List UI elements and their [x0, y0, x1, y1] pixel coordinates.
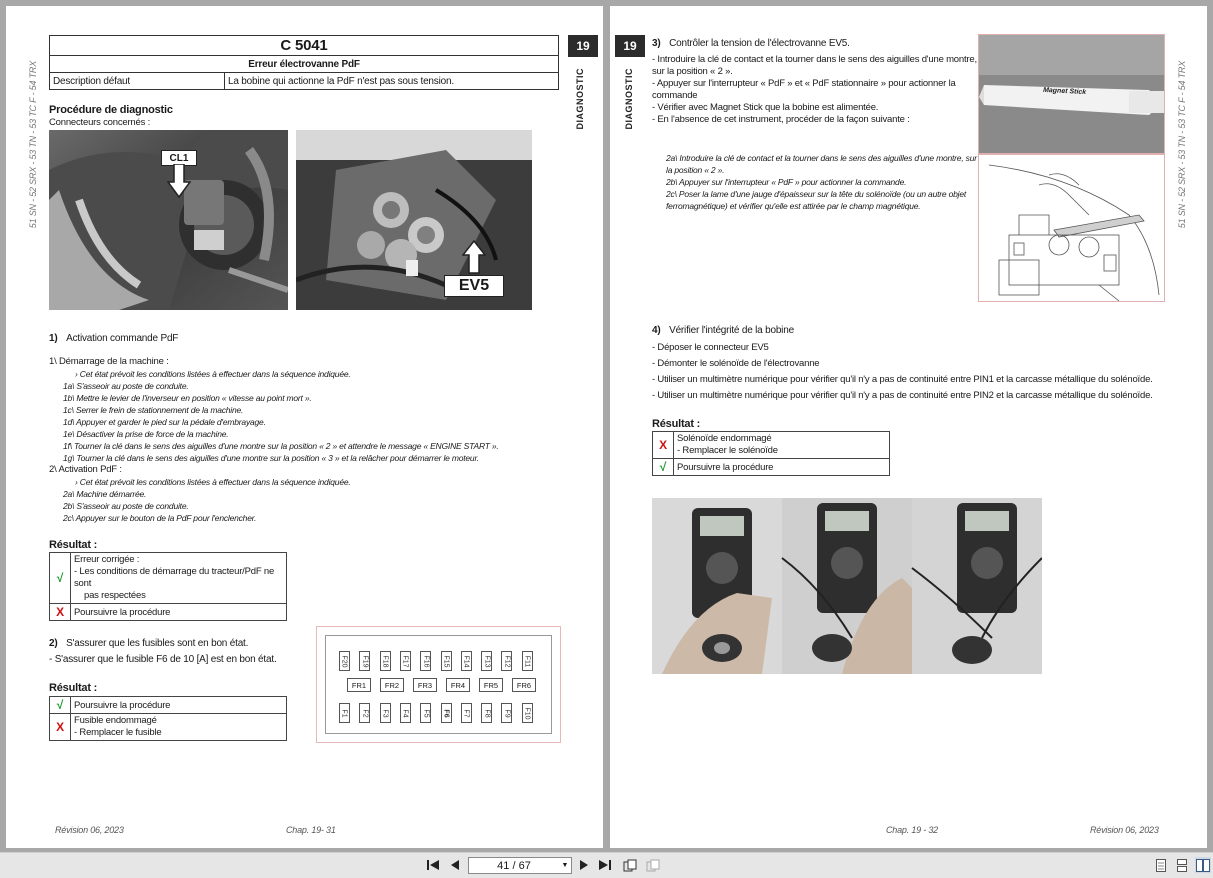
- fuse-label: F10: [523, 706, 531, 720]
- chapter-label: DIAGNOSTIC: [624, 68, 634, 130]
- step3-sub-line: 2b\ Appuyer sur l'interrupteur « PdF » pour actionner la commande.: [666, 177, 907, 187]
- step3-heading: [652, 38, 850, 49]
- result2-row2: [71, 714, 287, 741]
- step4-line: - Démonter le solénoïde de l'électrovanne: [652, 358, 820, 369]
- connector-cl1-photo: [49, 130, 288, 310]
- fuse-label: F4: [401, 708, 409, 718]
- magnet-stick-label: Magnet Stick: [1042, 86, 1087, 97]
- step1-line: 1\ Démarrage de la machine :: [49, 356, 169, 367]
- fuse-label: F15: [442, 654, 450, 668]
- result-title: Résultat :: [652, 418, 701, 430]
- step2-line: - S'assurer que le fusible F6 de 10 [A] est en bon état.: [49, 654, 277, 665]
- check-icon: √: [50, 553, 71, 604]
- fuse-label: F19: [361, 654, 369, 668]
- step3-line: - Vérifier avec Magnet Stick que la bobine est alimentée.: [652, 102, 879, 113]
- result1-table: [49, 552, 287, 621]
- go-forward-view-button[interactable]: [645, 857, 661, 873]
- result2-row2-line: Fusible endommagé: [74, 715, 157, 726]
- step4-title: Vérifier l'intégrité de la bobine: [669, 325, 794, 336]
- connectors-label: Connecteurs concernés :: [49, 117, 151, 128]
- fuse-f16: [420, 651, 431, 671]
- fuse-f15: [441, 651, 452, 671]
- step3-title: Contrôler la tension de l'électrovanne EV5.: [669, 38, 850, 49]
- error-code: C 5041: [50, 36, 559, 56]
- continuous-view-button[interactable]: [1175, 857, 1189, 873]
- footer-chapter-page: Chap. 19 - 32: [886, 825, 938, 835]
- fuse-label: F5: [422, 708, 430, 718]
- step3-sub-line: 2a\ Introduire la clé de contact et la tourner dans le sens des aiguilles d'une montre, sur: [666, 153, 977, 163]
- step1-heading: [49, 333, 178, 344]
- fuse-f20: [339, 651, 350, 671]
- result1-row1-line: - Les conditions de démarrage du tracteur/PdF ne sont: [74, 566, 275, 589]
- go-forward-view-icon: [646, 859, 660, 872]
- relay-fr5: FR5: [479, 678, 503, 692]
- result-table: [652, 431, 890, 476]
- fuse-f5: [420, 703, 431, 723]
- solenoid-test-drawing: [978, 154, 1165, 302]
- two-page-view-button[interactable]: [1195, 857, 1211, 873]
- next-page-button[interactable]: [578, 857, 590, 873]
- relay-fr6: FR6: [512, 678, 536, 692]
- step1-line: 1c\ Serrer le frein de stationnement de la machine.: [63, 405, 244, 415]
- cross-icon: X: [653, 432, 674, 459]
- procedure-title: Procédure de diagnostic: [49, 104, 173, 116]
- fuse-f1: [339, 703, 350, 723]
- step1-line: 1b\ Mettre le levier de l'inverseur en position « vitesse au point mort ».: [63, 393, 312, 403]
- step3-line: - En l'absence de cet instrument, procéder de la façon suivante :: [652, 114, 910, 125]
- last-page-button[interactable]: [598, 857, 612, 873]
- last-page-icon: [599, 860, 611, 870]
- step4-line: - Utiliser un multimètre numérique pour vérifier qu'il n'y a pas de continuité entre PIN2 et la carcasse métallique du solénoïde.: [652, 390, 1153, 401]
- step2-number: 2): [49, 638, 58, 649]
- go-back-view-button[interactable]: [622, 857, 638, 873]
- magnet-stick-photo: [978, 34, 1165, 154]
- result2-row1: Poursuivre la procédure: [71, 697, 287, 714]
- fuse-label: F12: [503, 654, 511, 668]
- step1-instructions: [49, 356, 499, 524]
- step3-instructions: [652, 54, 977, 126]
- chapter-label: DIAGNOSTIC: [575, 68, 585, 130]
- fuse-label: F17: [401, 654, 409, 668]
- fuse-f4: [400, 703, 411, 723]
- fuse-label: F11: [523, 655, 531, 667]
- left-page: [6, 6, 603, 848]
- step3-line: - Appuyer sur l'interrupteur « PdF » et « PdF stationnaire » pour actionner la: [652, 78, 956, 89]
- fuse-f8: [481, 703, 492, 723]
- fuse-f13: [481, 651, 492, 671]
- result2-row2-line: - Remplacer le fusible: [74, 727, 162, 738]
- fuse-label: F20: [341, 654, 348, 668]
- chevron-down-icon: ▼: [561, 862, 569, 869]
- right-page: [610, 6, 1207, 848]
- step4-heading: [652, 325, 794, 336]
- check-icon: √: [653, 459, 674, 476]
- multimeter-test-photos-art: [652, 498, 1042, 674]
- step4-number: 4): [652, 325, 661, 336]
- page-number-select[interactable]: [468, 857, 572, 874]
- result1-title: Résultat :: [49, 539, 98, 551]
- footer-chapter-page: Chap. 19- 31: [286, 825, 336, 835]
- relay-fr2: FR2: [380, 678, 404, 692]
- step1-line: 2c\ Appuyer sur le bouton de la PdF pour l'enclencher.: [63, 513, 257, 523]
- continuous-page-icon: [1177, 859, 1187, 872]
- result-row1-line: Solénoïde endommagé: [677, 433, 772, 444]
- arrow-up-icon: [462, 240, 486, 274]
- cl1-label: CL1: [161, 150, 197, 166]
- fuse-box-diagram: [316, 626, 561, 743]
- fuse-label: F9: [503, 708, 511, 718]
- step3-sub-line: 2c\ Poser la lame d'une jauge d'épaisseur sur la tête du solénoïde (ou un autre objet: [666, 189, 967, 199]
- chapter-number-box: 19: [615, 35, 645, 57]
- result-row2: Poursuivre la procédure: [674, 459, 890, 476]
- first-page-button[interactable]: [426, 857, 440, 873]
- next-page-icon: [580, 860, 588, 870]
- fuse-f6: [441, 703, 452, 723]
- step2-heading: [49, 638, 248, 649]
- footer-revision: Révision 06, 2023: [1090, 825, 1159, 835]
- previous-page-icon: [451, 860, 459, 870]
- viewer-toolbar: [0, 852, 1213, 878]
- result1-row1-line: pas respectées: [84, 590, 146, 601]
- step2-title: S'assurer que les fusibles sont en bon état.: [66, 638, 249, 649]
- fuse-f3: [380, 703, 391, 723]
- ev5-label: EV5: [444, 275, 504, 297]
- result2-title: Résultat :: [49, 682, 98, 694]
- arrow-down-icon: [167, 164, 191, 198]
- result2-table: [49, 696, 287, 741]
- step3-number: 3): [652, 38, 661, 49]
- fuse-f17: [400, 651, 411, 671]
- step4-line: - Utiliser un multimètre numérique pour vérifier qu'il n'y a pas de continuité entre PIN1 et la carcasse métallique du solénoïde.: [652, 374, 1153, 385]
- result1-row1: [71, 553, 287, 604]
- description-value: La bobine qui actionne la PdF n'est pas sous tension.: [225, 73, 559, 90]
- single-page-icon: [1156, 859, 1166, 872]
- fuse-label: F8: [483, 708, 491, 718]
- result-row1: [674, 432, 890, 459]
- fuse-f10: [522, 703, 533, 723]
- fuse-label: F14: [462, 654, 470, 668]
- error-header-table: [49, 35, 559, 90]
- first-page-icon: [427, 860, 439, 870]
- fuse-f7: [461, 703, 472, 723]
- relay-fr1: FR1: [347, 678, 371, 692]
- fuse-f11: [522, 651, 533, 671]
- step1-line: 1e\ Désactiver la prise de force de la machine.: [63, 429, 229, 439]
- cross-icon: X: [50, 604, 71, 621]
- step1-line: 1g\ Tourner la clé dans le sens des aiguilles d'une montre sur la position « 3 » et la relâcher pour démarrer le moteur.: [63, 453, 479, 463]
- step4-line: - Déposer le connecteur EV5: [652, 342, 769, 353]
- valve-ev5-photo: [296, 130, 532, 310]
- chapter-number-box: 19: [568, 35, 598, 57]
- multimeter-test-photos: [652, 498, 1042, 674]
- fuse-label: F6: [442, 708, 450, 718]
- step3-sub-line: la position « 2 ».: [666, 165, 725, 175]
- fuse-f18: [380, 651, 391, 671]
- fuse-label: F1: [340, 708, 348, 718]
- single-page-view-button[interactable]: [1154, 857, 1168, 873]
- error-title: Erreur électrovanne PdF: [50, 56, 559, 73]
- step3-line: sur la position « 2 ».: [652, 66, 733, 77]
- fuse-f12: [501, 651, 512, 671]
- previous-page-button[interactable]: [449, 857, 461, 873]
- step3-line: - Introduire la clé de contact et la tourner dans le sens des aiguilles d'une montre,: [652, 54, 977, 65]
- fuse-label: F13: [483, 654, 491, 668]
- fuse-label: F2: [361, 708, 369, 718]
- step1-line: 2a\ Machine démarrée.: [63, 489, 147, 499]
- step1-number: 1): [49, 333, 58, 344]
- page-indicator: 41 / 67: [497, 859, 531, 872]
- footer-revision: Révision 06, 2023: [55, 825, 124, 835]
- step3-sub-line: ferromagnétique) et vérifier qu'elle est attirée par le champ magnétique.: [666, 201, 921, 211]
- relay-fr4: FR4: [446, 678, 470, 692]
- fuse-label: F18: [381, 654, 389, 668]
- step1-line: 1a\ S'asseoir au poste de conduite.: [63, 381, 189, 391]
- model-side-text: 51 SN - 52 SRX - 53 TN - 53 TC F - 54 TRX: [1177, 61, 1187, 229]
- relay-fr3: FR3: [413, 678, 437, 692]
- fuse-f2: [359, 703, 370, 723]
- step1-line: 1d\ Appuyer et garder le pied sur la pédale d'embrayage.: [63, 417, 266, 427]
- fuse-label: F16: [422, 654, 430, 668]
- step1-line: 1f\ Tourner la clé dans le sens des aiguilles d'une montre sur la position « 2 » et attendre le message « ENGINE START ».: [63, 441, 499, 451]
- fuse-f14: [461, 651, 472, 671]
- two-page-icon: [1196, 859, 1210, 872]
- fuse-f9: [501, 703, 512, 723]
- model-side-text: 51 SN - 52 SRX - 53 TN - 53 TC F - 54 TRX: [28, 61, 38, 229]
- result1-row1-line: Erreur corrigée :: [74, 554, 140, 565]
- step1-line: 2\ Activation PdF :: [49, 464, 122, 475]
- step1-title: Activation commande PdF: [66, 333, 179, 344]
- fuse-label: F3: [381, 708, 389, 718]
- step1-line: › Cet état prévoit les conditions listées à effectuer dans la séquence indiquée.: [75, 477, 351, 487]
- step1-line: › Cet état prévoit les conditions listées à effectuer dans la séquence indiquée.: [75, 369, 351, 379]
- step4-instructions: [652, 340, 1153, 404]
- fuse-label: F7: [462, 708, 470, 718]
- step3-line: commande: [652, 90, 698, 101]
- go-back-view-icon: [623, 859, 637, 872]
- check-icon: √: [50, 697, 71, 714]
- description-label: Description défaut: [50, 73, 225, 90]
- cross-icon: X: [50, 714, 71, 741]
- fuse-f19: [359, 651, 370, 671]
- step1-line: 2b\ S'asseoir au poste de conduite.: [63, 501, 189, 511]
- solenoid-test-drawing-art: [979, 155, 1164, 301]
- result-row1-line: - Remplacer le solénoïde: [677, 445, 778, 456]
- result1-row2: Poursuivre la procédure: [71, 604, 287, 621]
- step3-sub-instructions: [666, 152, 977, 212]
